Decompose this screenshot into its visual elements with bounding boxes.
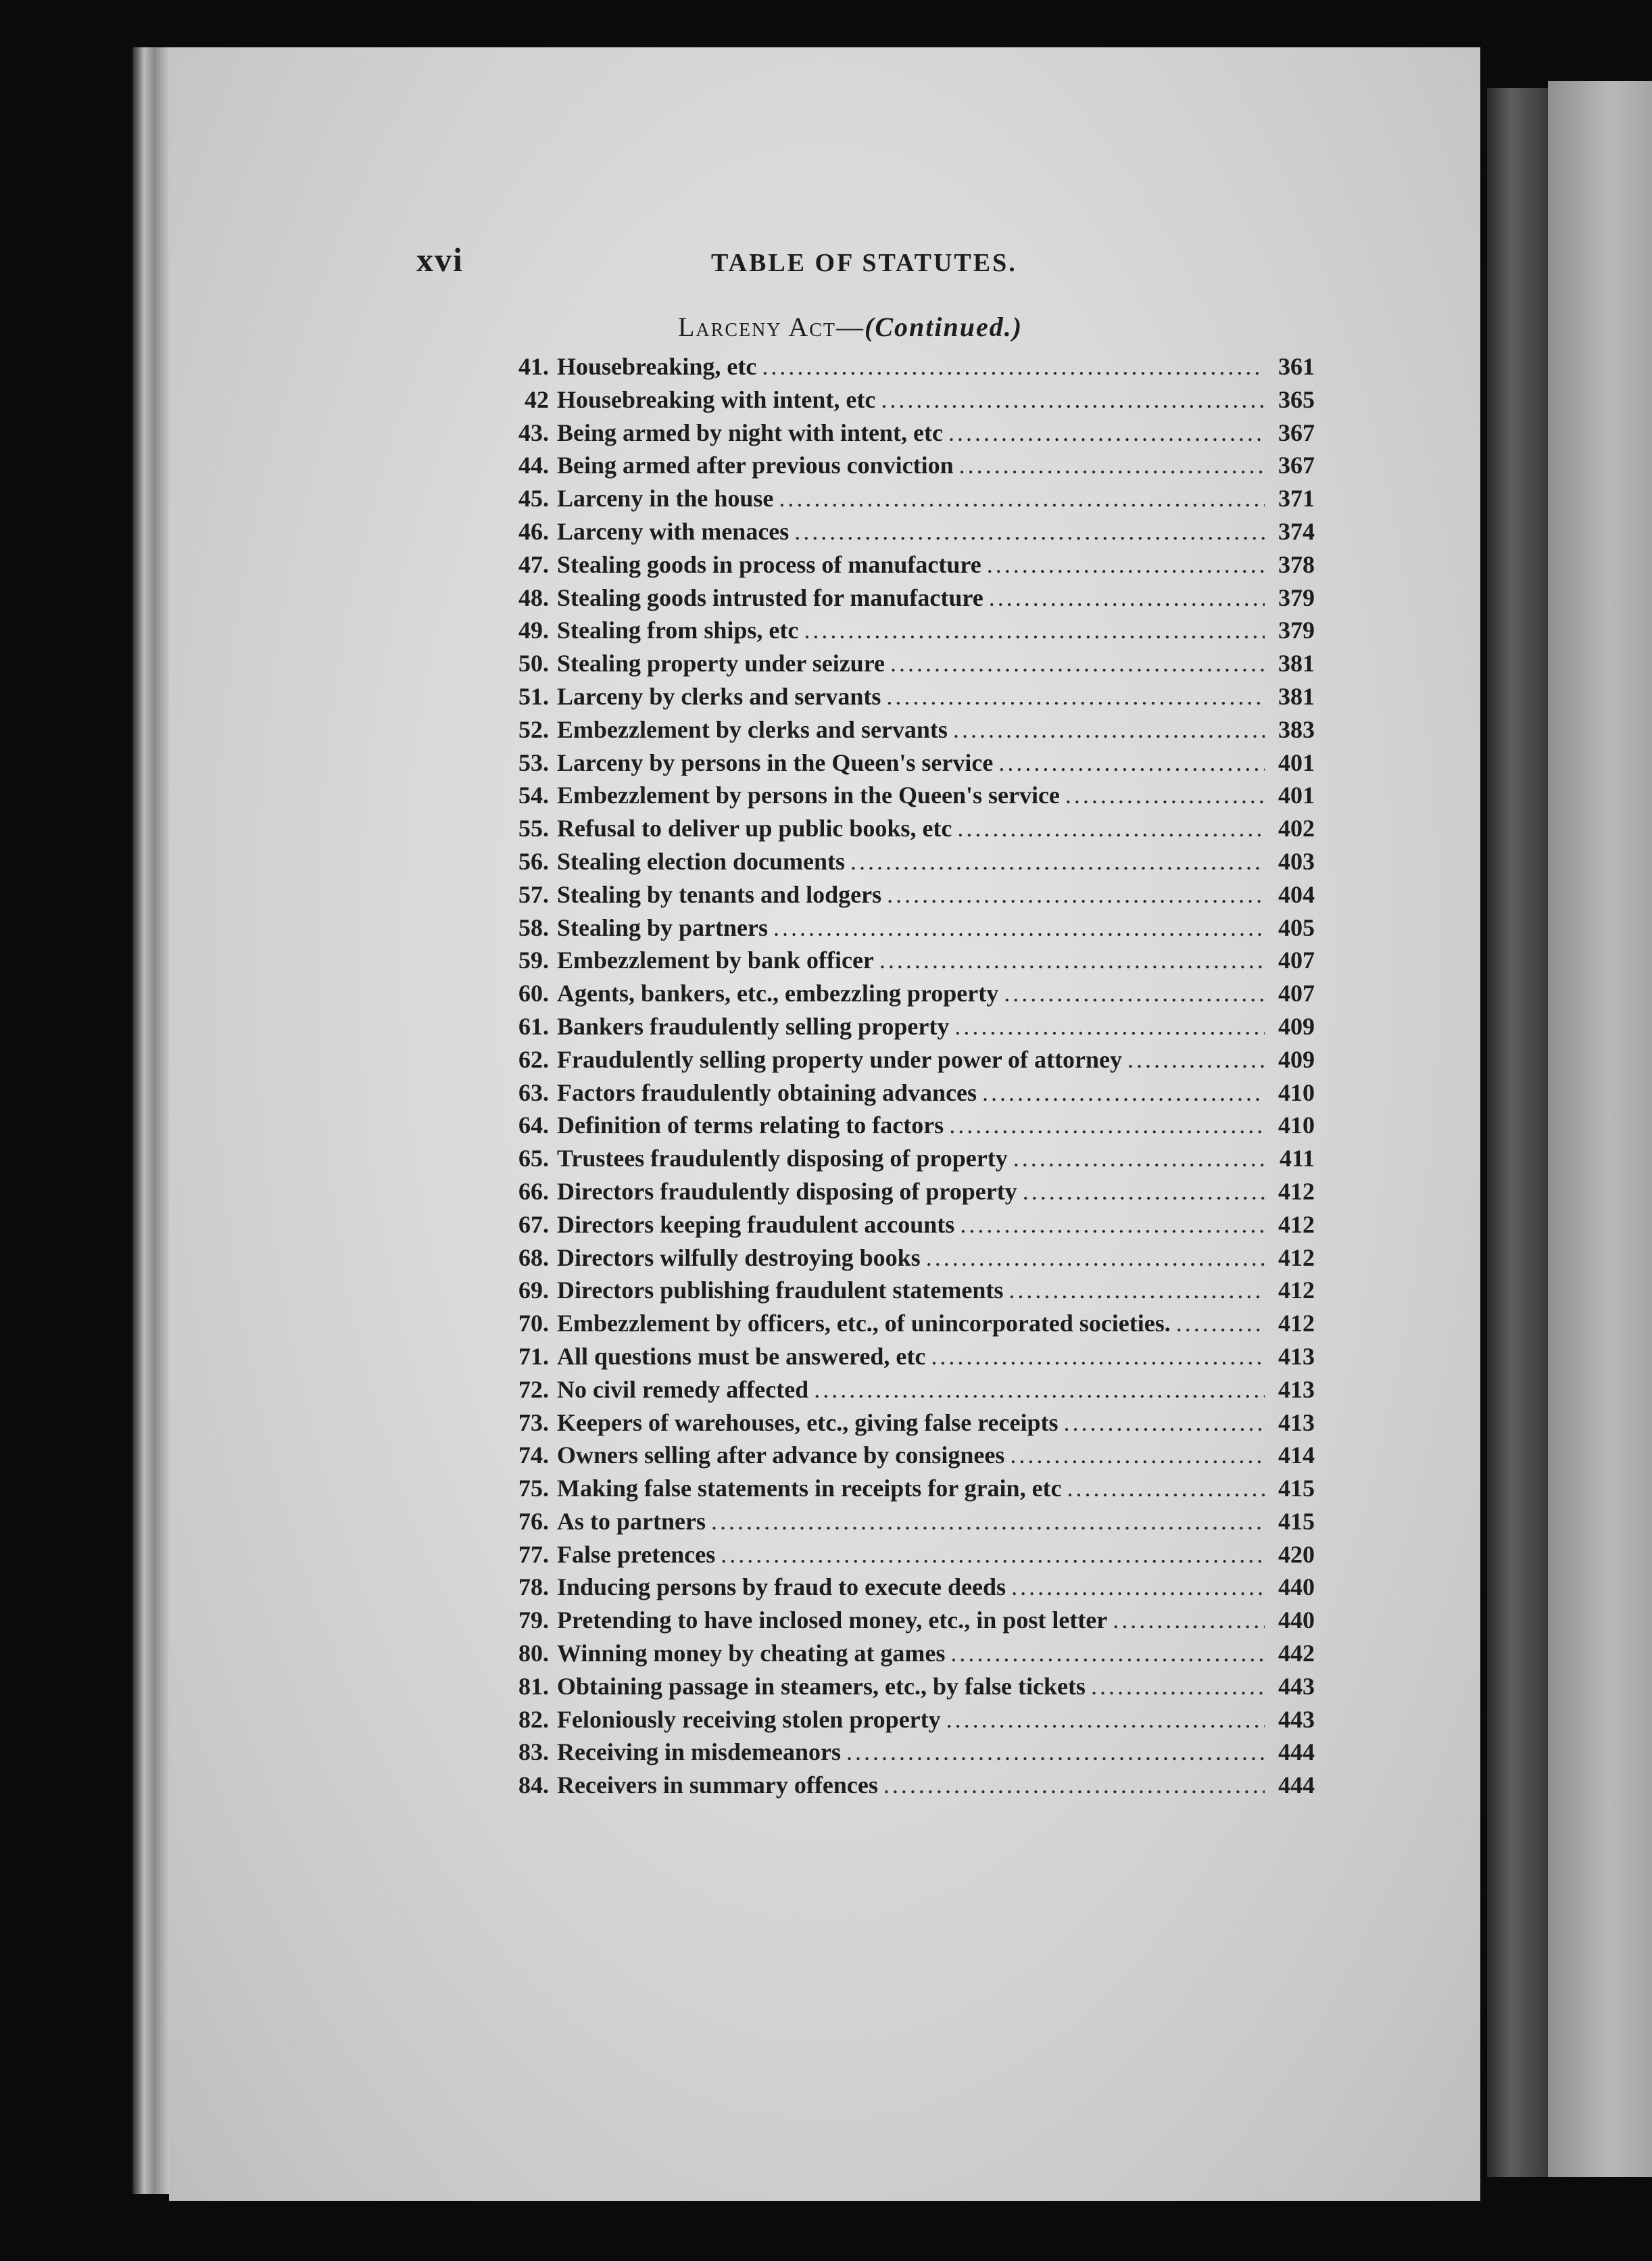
page-number: 413 — [1278, 1375, 1315, 1403]
section-number: 59. — [518, 947, 549, 974]
page-number: 410 — [1278, 1078, 1315, 1106]
section-number: 71. — [518, 1342, 549, 1370]
dot-leader — [998, 746, 1265, 780]
running-head — [250, 240, 1318, 287]
dot-leader — [949, 1109, 1265, 1142]
table-row — [500, 977, 1315, 1010]
section-number: 49. — [518, 617, 549, 644]
section-number: 43. — [518, 419, 549, 446]
page-number: 367 — [1278, 419, 1315, 446]
dot-leader — [931, 1340, 1265, 1373]
page-number: 412 — [1278, 1310, 1315, 1337]
dot-leader — [890, 647, 1265, 680]
section-heading: Directors wilfully destroying books — [557, 1243, 921, 1271]
running-head-title: TABLE OF STATUTES. — [711, 249, 1017, 277]
section-heading: Trustees fraudulently disposing of property — [557, 1145, 1008, 1172]
book-spine-edge — [132, 47, 172, 2194]
dot-leader — [1064, 1406, 1265, 1439]
section-title — [678, 311, 1023, 343]
dot-leader — [887, 878, 1265, 911]
table-row — [500, 1703, 1315, 1736]
section-heading: Feloniously receiving stolen property — [557, 1705, 941, 1733]
table-row — [500, 1373, 1315, 1406]
dot-leader — [948, 416, 1265, 450]
page-number: 440 — [1278, 1606, 1315, 1634]
table-row — [500, 647, 1315, 680]
page-number: 371 — [1278, 485, 1315, 513]
page-number: 381 — [1278, 682, 1315, 710]
table-row — [500, 1274, 1315, 1307]
table-row — [500, 1010, 1315, 1043]
dot-leader — [953, 713, 1265, 746]
page-number: 403 — [1278, 847, 1315, 875]
dot-leader — [959, 449, 1265, 482]
table-row — [500, 1109, 1315, 1142]
dot-leader — [1004, 977, 1265, 1010]
page-number: 374 — [1278, 517, 1315, 545]
table-row — [500, 1670, 1315, 1703]
dot-leader — [960, 1208, 1265, 1241]
section-number: 82. — [518, 1705, 549, 1733]
section-heading: Stealing goods intrusted for manufacture — [557, 584, 983, 611]
dot-leader — [926, 1241, 1265, 1275]
page-number: 412 — [1278, 1210, 1315, 1238]
table-row — [500, 1241, 1315, 1275]
section-number: 81. — [518, 1672, 549, 1700]
page-number: 442 — [1278, 1640, 1315, 1667]
page-number: 413 — [1278, 1342, 1315, 1370]
page-number: 407 — [1278, 947, 1315, 974]
section-heading: Stealing goods in process of manufacture — [557, 550, 981, 578]
page-number: 401 — [1278, 782, 1315, 809]
table-row — [500, 845, 1315, 878]
section-number: 62. — [518, 1045, 549, 1073]
dot-leader — [794, 515, 1265, 548]
table-row — [500, 482, 1315, 515]
section-number: 51. — [518, 682, 549, 710]
section-number: 74. — [518, 1442, 549, 1469]
page-number: 361 — [1278, 353, 1315, 380]
page-number: 367 — [1278, 452, 1315, 479]
dot-leader — [946, 1703, 1265, 1736]
section-heading: Pretending to have inclosed money, etc., in post letter — [557, 1606, 1108, 1634]
section-number: 65. — [518, 1145, 549, 1172]
dot-leader — [1067, 1472, 1265, 1505]
table-row — [500, 944, 1315, 977]
section-number: 69. — [518, 1277, 549, 1304]
section-heading: All questions must be answered, etc — [557, 1342, 926, 1370]
table-row — [500, 1340, 1315, 1373]
page-number: 409 — [1278, 1045, 1315, 1073]
page-number: 401 — [1278, 748, 1315, 776]
table-row — [500, 1538, 1315, 1571]
page-number: 381 — [1278, 650, 1315, 677]
section-heading: Receiving in misdemeanors — [557, 1738, 841, 1766]
table-row — [500, 515, 1315, 548]
page-number: 412 — [1278, 1277, 1315, 1304]
table-row — [500, 1208, 1315, 1241]
dot-leader — [886, 680, 1265, 713]
section-heading: Stealing by tenants and lodgers — [557, 880, 882, 908]
page-number: 415 — [1278, 1475, 1315, 1502]
dot-leader — [850, 845, 1265, 878]
section-number: 42 — [525, 385, 549, 413]
dot-leader — [950, 1637, 1265, 1670]
page-number: 407 — [1278, 980, 1315, 1007]
dot-leader — [1010, 1439, 1265, 1472]
section-dash: — — [836, 312, 865, 342]
section-number: 78. — [518, 1573, 549, 1601]
table-row — [500, 1571, 1315, 1604]
section-heading: Definition of terms relating to factors — [557, 1112, 944, 1139]
dot-leader — [1013, 1142, 1265, 1175]
section-heading: Bankers fraudulently selling property — [557, 1012, 950, 1040]
section-heading: No civil remedy affected — [557, 1375, 809, 1403]
section-number: 60. — [518, 980, 549, 1007]
dot-leader — [954, 1010, 1265, 1043]
dot-leader — [883, 1769, 1265, 1802]
table-row — [500, 416, 1315, 450]
table-row — [500, 1472, 1315, 1505]
section-heading: Directors fraudulently disposing of property — [557, 1177, 1017, 1205]
section-heading: Embezzlement by clerks and servants — [557, 715, 948, 743]
table-row — [500, 779, 1315, 812]
section-number: 76. — [518, 1507, 549, 1535]
section-number: 55. — [518, 815, 549, 842]
section-heading: Keepers of warehouses, etc., giving false receipts — [557, 1408, 1059, 1436]
section-number: 46. — [518, 517, 549, 545]
section-number: 54. — [518, 782, 549, 809]
section-number: 77. — [518, 1540, 549, 1568]
dot-leader — [773, 911, 1265, 945]
dot-leader — [804, 614, 1265, 647]
section-number: 50. — [518, 650, 549, 677]
section-number: 58. — [518, 913, 549, 941]
page-number: 414 — [1278, 1442, 1315, 1469]
section-number: 66. — [518, 1177, 549, 1205]
table-row — [500, 548, 1315, 581]
section-heading: Larceny by clerks and servants — [557, 682, 881, 710]
section-number: 53. — [518, 748, 549, 776]
section-heading: Embezzlement by officers, etc., of unincorporated societies. — [557, 1310, 1171, 1337]
table-row — [500, 1769, 1315, 1802]
section-heading: Larceny by persons in the Queen's service — [557, 748, 994, 776]
section-heading: Stealing election documents — [557, 847, 845, 875]
section-heading: Being armed by night with intent, etc — [557, 419, 943, 446]
table-row — [500, 713, 1315, 746]
page-number: 404 — [1278, 880, 1315, 908]
section-number: 73. — [518, 1408, 549, 1436]
dot-leader — [879, 944, 1265, 977]
page-number: 443 — [1278, 1705, 1315, 1733]
section-number: 79. — [518, 1606, 549, 1634]
section-heading: Stealing by partners — [557, 913, 769, 941]
section-heading: Making false statements in receipts for grain, etc — [557, 1475, 1062, 1502]
dot-leader — [1009, 1274, 1265, 1307]
section-heading: Embezzlement by persons in the Queen's service — [557, 782, 1060, 809]
page-number: 378 — [1278, 550, 1315, 578]
dot-leader — [1176, 1307, 1265, 1340]
page-number: 409 — [1278, 1012, 1315, 1040]
dot-leader — [1023, 1175, 1265, 1208]
section-heading: Stealing property under seizure — [557, 650, 885, 677]
page-folio: xvi — [416, 241, 464, 279]
section-heading: False pretences — [557, 1540, 716, 1568]
table-row — [500, 1076, 1315, 1110]
dot-leader — [1011, 1571, 1265, 1604]
dot-leader — [989, 581, 1265, 615]
section-heading: Inducing persons by fraud to execute deeds — [557, 1573, 1006, 1601]
page-number: 443 — [1278, 1672, 1315, 1700]
page-number: 405 — [1278, 913, 1315, 941]
section-heading: Being armed after previous conviction — [557, 452, 954, 479]
section-heading: Directors publishing fraudulent statements — [557, 1277, 1004, 1304]
table-row — [500, 680, 1315, 713]
section-number: 44. — [518, 452, 549, 479]
page-number: 410 — [1278, 1112, 1315, 1139]
page-number: 379 — [1278, 584, 1315, 611]
table-row — [500, 1175, 1315, 1208]
section-number: 80. — [518, 1640, 549, 1667]
section-number: 41. — [518, 353, 549, 380]
section-number: 47. — [518, 550, 549, 578]
section-number: 67. — [518, 1210, 549, 1238]
page-number: 444 — [1278, 1738, 1315, 1766]
section-heading: Obtaining passage in steamers, etc., by false tickets — [557, 1672, 1086, 1700]
section-number: 64. — [518, 1112, 549, 1139]
table-row — [500, 1736, 1315, 1769]
table-row — [500, 746, 1315, 780]
dot-leader — [982, 1076, 1265, 1110]
facing-page-edge — [1548, 81, 1652, 2177]
table-row — [500, 812, 1315, 845]
section-number: 72. — [518, 1375, 549, 1403]
page-number: 413 — [1278, 1408, 1315, 1436]
page-number: 444 — [1278, 1771, 1315, 1799]
section-number: 57. — [518, 880, 549, 908]
dot-leader — [814, 1373, 1265, 1406]
statute-entry-list — [500, 350, 1315, 1802]
section-heading: Larceny in the house — [557, 485, 774, 513]
section-number: 83. — [518, 1738, 549, 1766]
section-number: 84. — [518, 1771, 549, 1799]
dot-leader — [711, 1505, 1265, 1538]
table-row — [500, 1604, 1315, 1637]
table-row — [500, 614, 1315, 647]
page-number: 420 — [1278, 1540, 1315, 1568]
section-heading: Refusal to deliver up public books, etc — [557, 815, 952, 842]
section-heading: Larceny with menaces — [557, 517, 789, 545]
dot-leader — [721, 1538, 1265, 1571]
table-row — [500, 581, 1315, 615]
section-heading: Stealing from ships, etc — [557, 617, 799, 644]
section-number: 48. — [518, 584, 549, 611]
section-number: 63. — [518, 1078, 549, 1106]
dot-leader — [1065, 779, 1265, 812]
page-number: 402 — [1278, 815, 1315, 842]
table-row — [500, 1406, 1315, 1439]
dot-leader — [1091, 1670, 1265, 1703]
dot-leader — [779, 482, 1265, 515]
page-number: 412 — [1278, 1177, 1315, 1205]
section-heading: Receivers in summary offences — [557, 1771, 878, 1799]
section-continued: (Continued.) — [865, 312, 1023, 342]
section-heading: Fraudulently selling property under power of attorney — [557, 1045, 1122, 1073]
section-heading: Agents, bankers, etc., embezzling property — [557, 980, 999, 1007]
page-number: 365 — [1278, 385, 1315, 413]
section-heading: Housebreaking, etc — [557, 353, 757, 380]
page-number: 411 — [1279, 1145, 1315, 1172]
section-number: 52. — [518, 715, 549, 743]
section-number: 61. — [518, 1012, 549, 1040]
section-number: 75. — [518, 1475, 549, 1502]
page-number: 412 — [1278, 1243, 1315, 1271]
section-heading: Embezzlement by bank officer — [557, 947, 874, 974]
dot-leader — [762, 350, 1265, 383]
section-number: 68. — [518, 1243, 549, 1271]
table-row — [500, 1307, 1315, 1340]
table-row — [500, 350, 1315, 383]
section-number: 45. — [518, 485, 549, 513]
section-heading: Winning money by cheating at games — [557, 1640, 946, 1667]
table-row — [500, 911, 1315, 945]
table-row — [500, 1505, 1315, 1538]
page-number: 415 — [1278, 1507, 1315, 1535]
table-row — [500, 1043, 1315, 1076]
page-number: 383 — [1278, 715, 1315, 743]
section-name: Larceny Act — [678, 312, 837, 342]
table-row — [500, 878, 1315, 911]
dot-leader — [1113, 1604, 1265, 1637]
section-number: 70. — [518, 1310, 549, 1337]
section-heading: Directors keeping fraudulent accounts — [557, 1210, 955, 1238]
table-row — [500, 1142, 1315, 1175]
dot-leader — [846, 1736, 1265, 1769]
section-heading: Owners selling after advance by consignees — [557, 1442, 1005, 1469]
dot-leader — [957, 812, 1265, 845]
section-heading: Housebreaking with intent, etc — [557, 385, 876, 413]
section-heading: Factors fraudulently obtaining advances — [557, 1078, 977, 1106]
table-row — [500, 449, 1315, 482]
table-row — [500, 1439, 1315, 1472]
page-gutter-shadow — [1487, 88, 1548, 2177]
table-row — [500, 383, 1315, 416]
section-heading: As to partners — [557, 1507, 706, 1535]
dot-leader — [881, 383, 1265, 416]
dot-leader — [1127, 1043, 1265, 1076]
section-number: 56. — [518, 847, 549, 875]
dot-leader — [987, 548, 1265, 581]
table-row — [500, 1637, 1315, 1670]
page-number: 440 — [1278, 1573, 1315, 1601]
page-number: 379 — [1278, 617, 1315, 644]
